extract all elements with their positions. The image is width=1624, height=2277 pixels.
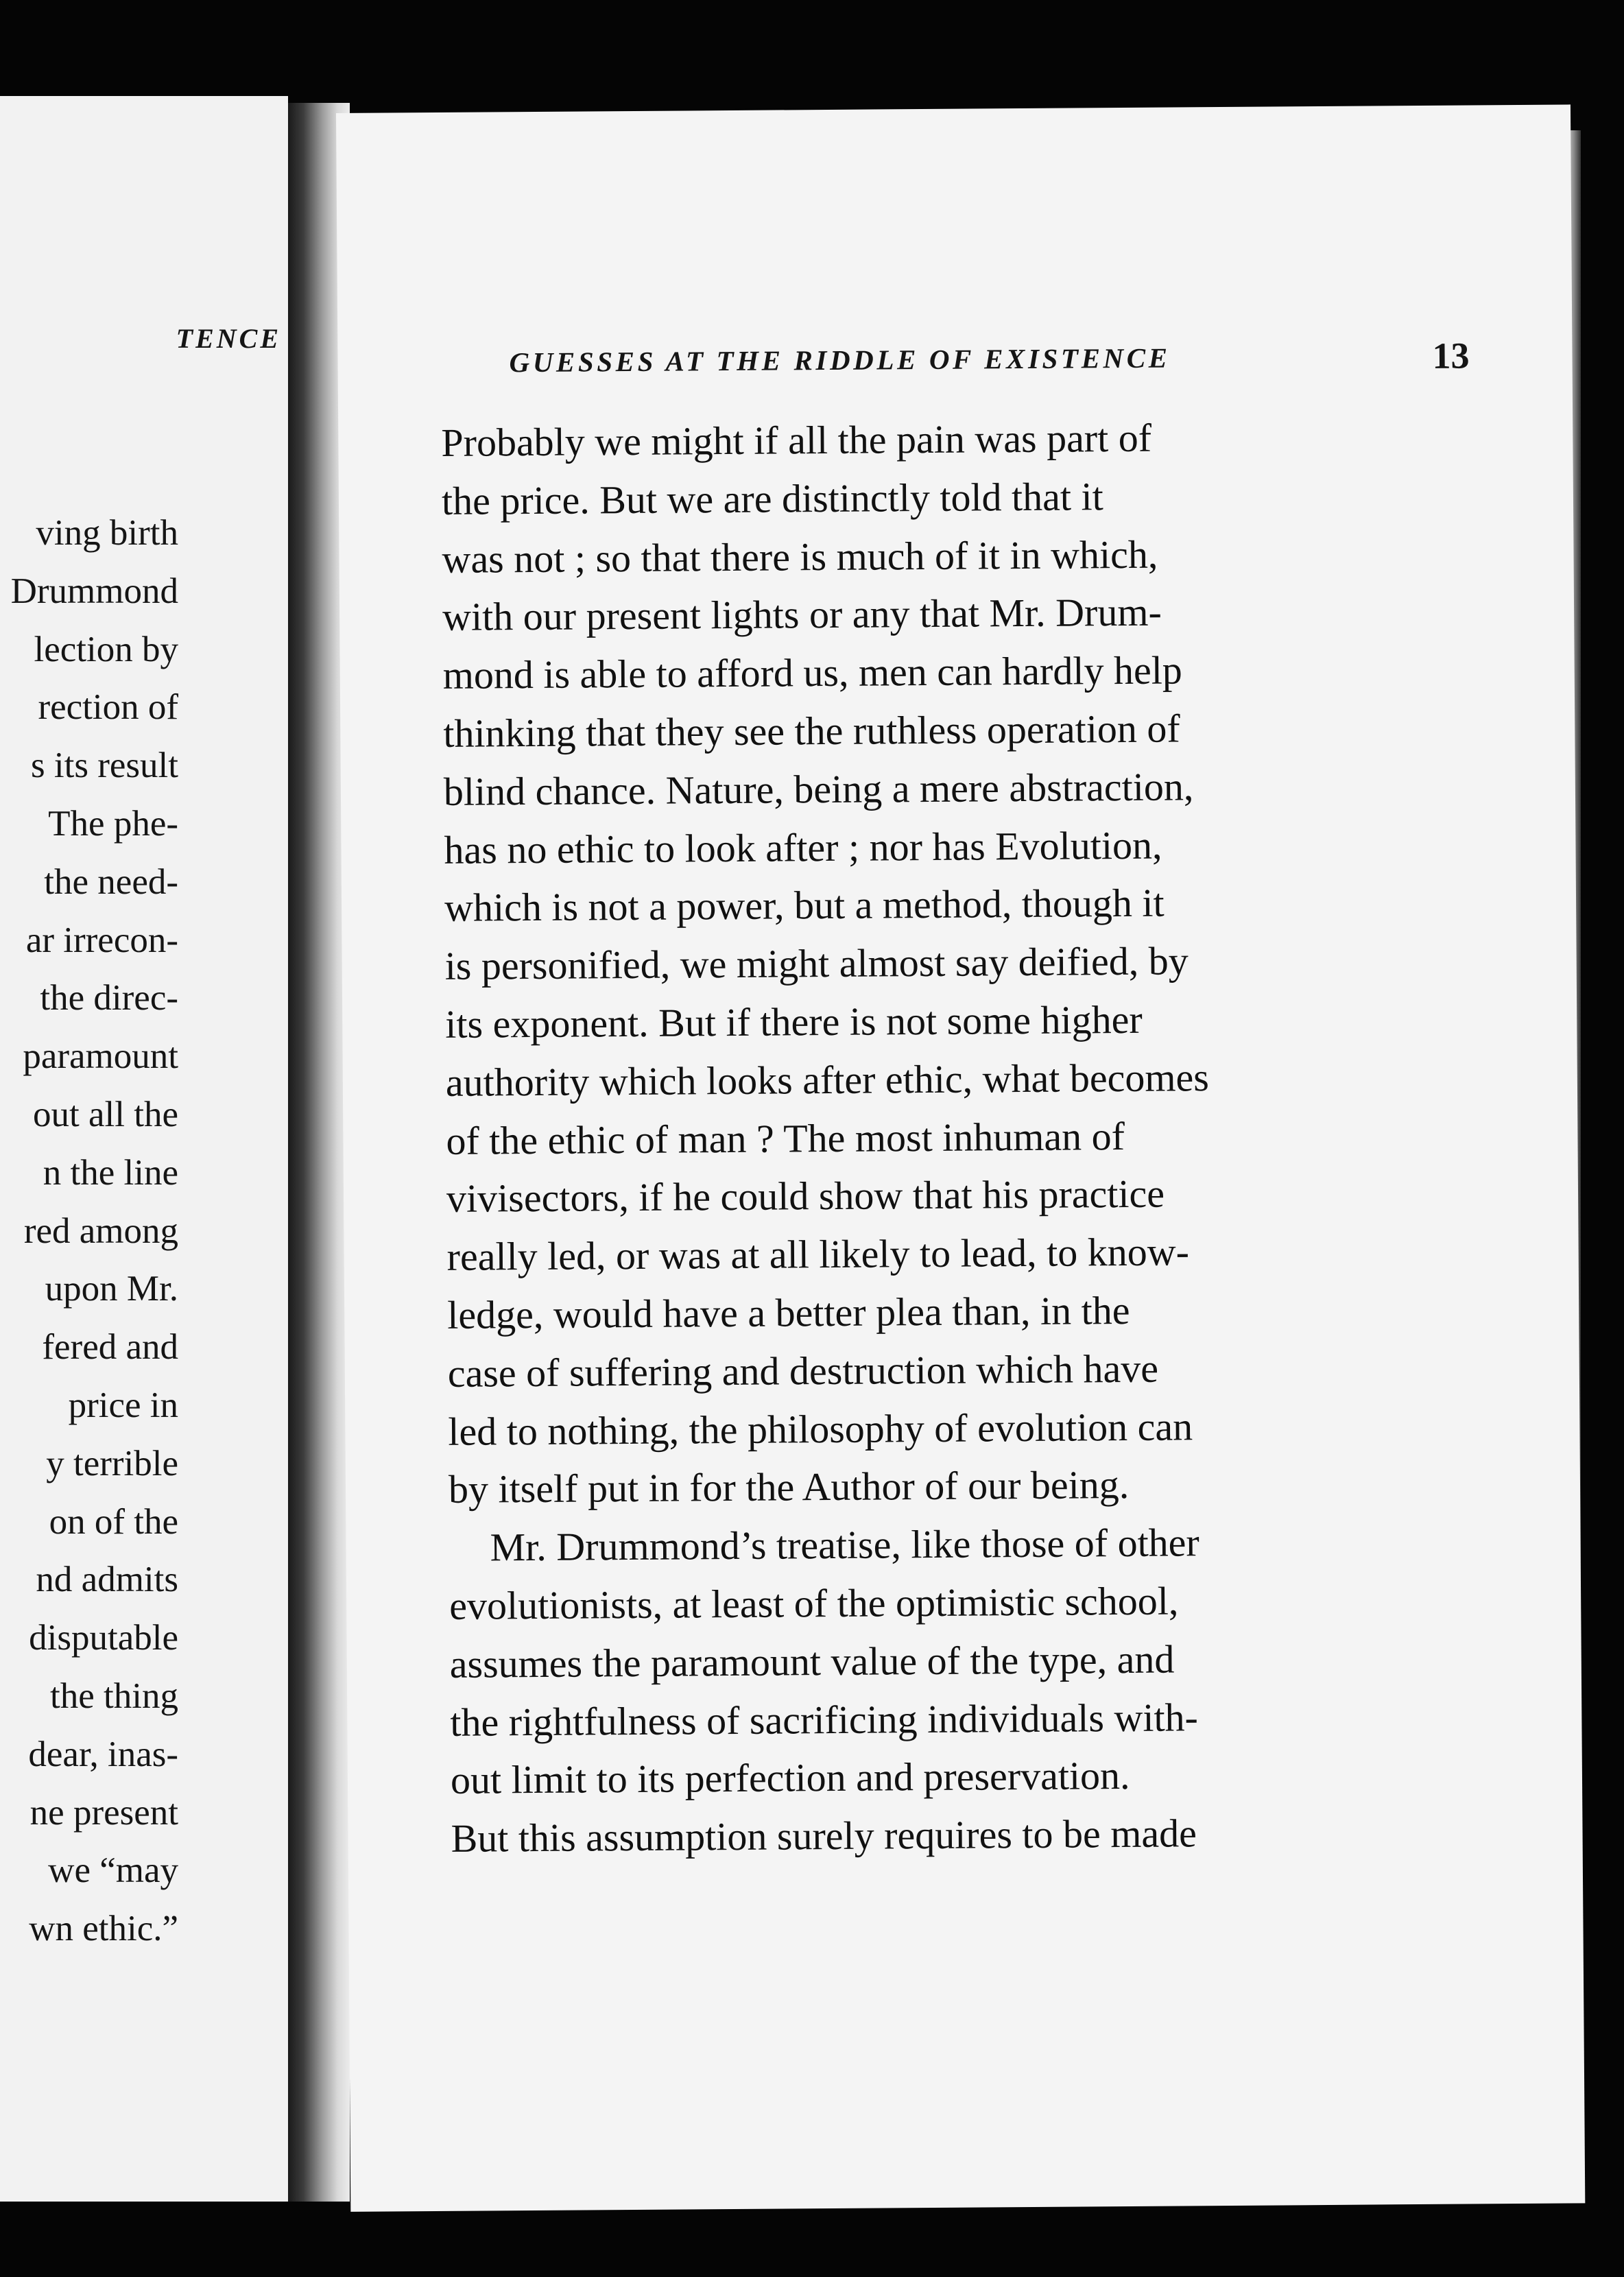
text-line: the thing [50,1676,178,1716]
text-line: out limit to its perfection and preservation. [450,1753,1130,1803]
text-line: vivisectors, if he could show that his practice [446,1171,1165,1221]
text-line: which is not a power, but a method, though it [444,880,1165,931]
right-page [336,104,1585,2211]
text-line: we “may [48,1850,178,1891]
text-line: is personified, we might almost say deified, by [444,938,1189,989]
text-line: disputable [29,1618,178,1658]
text-line: has no ethic to look after ; nor has Evolution, [444,822,1162,872]
text-line: led to nothing, the philosophy of evolution can [448,1403,1193,1454]
text-line: the direc- [40,978,178,1018]
text-line: thinking that they see the ruthless operation of [443,706,1180,756]
text-line: lection by [34,629,178,669]
text-line: price in [68,1385,178,1425]
text-line: out all the [33,1094,178,1134]
text-line: authority which looks after ethic, what becomes [445,1054,1210,1105]
text-line: But this assumption surely requires to be made [451,1811,1197,1861]
text-line: the need- [44,861,178,902]
text-line: Probably we might if all the pain was part of [441,415,1152,465]
text-line: upon Mr. [45,1269,178,1309]
text-line: red among [23,1211,178,1251]
text-line: dear, inas- [28,1734,178,1774]
text-line: ne present [29,1792,178,1833]
left-page [0,96,288,2202]
text-line: the price. But we are distinctly told that it [441,474,1103,523]
text-line: with our present lights or any that Mr. Drum- [442,590,1162,640]
text-line: n the line [43,1152,178,1193]
running-head-title: GUESSES AT THE RIDDLE OF EXISTENCE [509,342,1171,379]
body-text [441,407,1480,1868]
text-line: paramount [23,1036,178,1077]
text-line: Drummond [10,571,178,611]
left-page-text [0,504,178,1958]
text-line: mond is able to afford us, men can hardly help [442,647,1183,698]
paragraph-start-line: Mr. Drummond’s treatise, like those of other [490,1520,1199,1570]
text-line: was not ; so that there is much of it in which, [442,532,1158,582]
text-line: rection of [38,687,178,728]
text-line: wn ethic.” [29,1909,178,1949]
text-line: blind chance. Nature, being a mere abstraction, [443,764,1194,814]
text-line: y terrible [46,1443,178,1483]
text-line: The phe- [48,803,178,844]
running-head [509,331,1469,386]
text-line: s its result [31,746,178,786]
left-running-head: TENCE [176,323,281,354]
text-line: really led, or was at all likely to lead, to know- [446,1229,1190,1280]
page-number: 13 [1432,335,1470,377]
text-line: the rightfulness of sacrificing individuals with- [450,1694,1199,1745]
text-line: ledge, would have a better plea than, in the [447,1287,1130,1337]
text-line: assumes the paramount value of the type, and [449,1636,1175,1686]
text-line: ving birth [36,513,178,553]
text-line: evolutionists, at least of the optimistic school, [449,1578,1179,1628]
text-line: fered and [42,1327,178,1368]
text-line: its exponent. But if there is not some higher [445,997,1143,1047]
text-line: case of suffering and destruction which have [447,1346,1159,1396]
text-line: on of the [49,1501,178,1542]
text-line: by itself put in for the Author of our being. [448,1462,1130,1512]
text-line: ar irrecon- [25,920,178,960]
text-line: nd admits [36,1560,178,1600]
text-line: of the ethic of man ? The most inhuman of [446,1113,1125,1163]
